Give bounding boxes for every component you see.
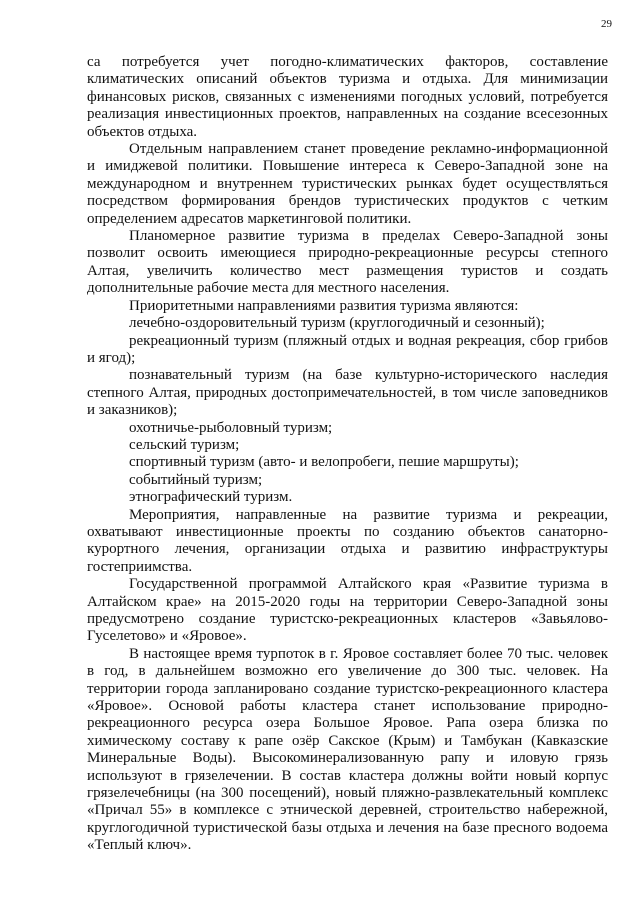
paragraph-measures: Мероприятия, направленные на развитие туризма и рекреации, охватывают инвестиционные проекты по созданию объектов санаторно-курортного лечения, организации отдыха и развитию инфраструктуры гостеприимства. xyxy=(87,506,608,575)
list-item: этнографический туризм. xyxy=(129,489,293,506)
list-item: рекреационный туризм (пляжный отдых и водная рекреация, сбор грибов и ягод); xyxy=(87,332,608,366)
paragraph-state-program: Государственной программой Алтайского края «Развитие туризма в Алтайском крае» на 2015-2020 годы на территории Северо-Западной зоны предусмотрено создание туристско-рекреационных кластеров «Завьялово-Гуселетово» и «Яровое». xyxy=(87,576,608,645)
paragraph-priorities-intro: Приоритетными направлениями развития туризма являются: xyxy=(129,297,519,314)
page-number: 29 xyxy=(601,18,612,30)
paragraph-advertising-policy: Отдельным направлением станет проведение рекламно-информационной и имиджевой политики. Повышение интереса к Северо-Западной зоне на международном и внутреннем туристических рынках будет осуществляться посредством формирования брендов туристических продуктов с четким определением адресатов маркетинговой политики. xyxy=(87,141,608,227)
list-item: лечебно-оздоровительный туризм (круглогодичный и сезонный); xyxy=(129,315,545,332)
list-item: познавательный туризм (на базе культурно-исторического наследия степного Алтая, природных достопримечательностей, в том числе заповедников и заказников); xyxy=(87,367,608,419)
list-item: событийный туризм; xyxy=(129,471,263,488)
list-item: сельский туризм; xyxy=(129,436,240,453)
list-item: охотничье-рыболовный туризм; xyxy=(129,419,333,436)
paragraph-yarovoe-cluster: В настоящее время турпоток в г. Яровое составляет более 70 тыс. человек в год, в дальнейшем возможно его увеличение до 300 тыс. человек. На территории города запланировано создание туристско-рекреационного кластера «Яровое». Основой работы кластера станет использование природно-рекреационного ресурса озера Большое Яровое. Рапа озера близка по химическому составу к рапе озёр Сакское (Крым) и Тамбукан (Кавказские Минеральные Воды). Высокоминерализованную рапу и иловую грязь используют в грязелечении. В состав кластера должны войти новый корпус грязелечебницы (на 300 посещений), новый пляжно-развлекательный комплекс «Причал 55» в комплексе с этнической деревней, строительство набережной, круглогодичной туристической базы отдыха и лечения на базе пресного водоема «Теплый ключ». xyxy=(87,645,608,854)
list-item: спортивный туризм (авто- и велопробеги, пешие маршруты); xyxy=(129,454,519,471)
paragraph-continuation: са потребуется учет погодно-климатических факторов, составление климатических описаний объектов туризма и отдыха. Для минимизации финансовых рисков, связанных с изменениями погодных условий, потребуется реализация инвестиционных проектов, направленных на создание всесезонных объектов отдыха. xyxy=(87,54,608,140)
body-text xyxy=(87,54,608,855)
paragraph-planned-development: Планомерное развитие туризма в пределах Северо-Западной зоны позволит освоить имеющиеся природно-рекреационные ресурсы степного Алтая, увеличить количество мест размещения туристов и создать дополнительные рабочие места для местного населения. xyxy=(87,228,608,297)
